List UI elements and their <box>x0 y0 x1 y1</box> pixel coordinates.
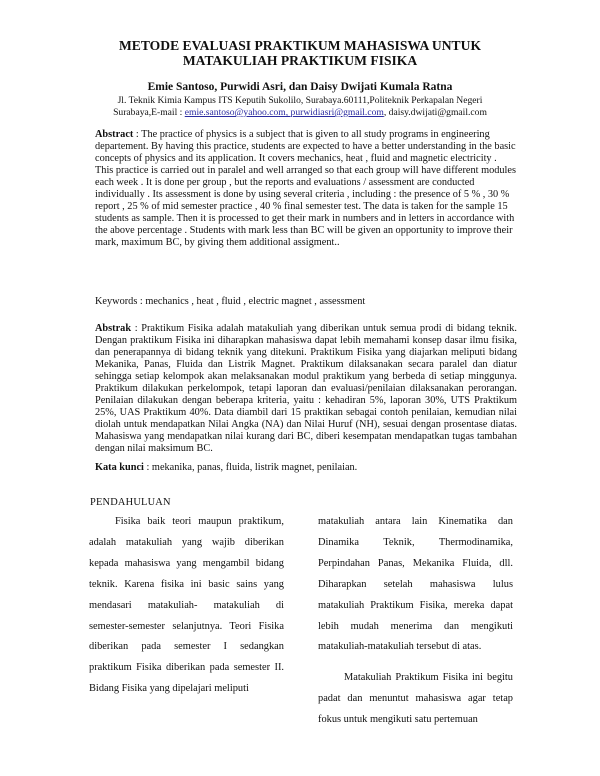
body-column-left <box>89 512 284 700</box>
authors: Emie Santoso, Purwidi Asri, dan Daisy Dwijati Kumala Ratna <box>147 81 453 93</box>
keywords-english: Keywords : mechanics , heat , fluid , electric magnet , assessment <box>95 296 366 307</box>
paragraph-gap <box>318 658 513 668</box>
abstract-english <box>95 129 517 249</box>
email-links[interactable]: emie.santoso@yahoo.com, purwidiasri@gmail.com <box>184 107 384 118</box>
body-column-right <box>318 512 513 731</box>
abstrak-label: Abstrak <box>95 323 132 334</box>
kata-kunci-label: Kata kunci <box>95 462 144 473</box>
section-heading: PENDAHULUAN <box>90 497 171 508</box>
affiliation <box>76 95 524 119</box>
email-last: , daisy.dwijati@gmail.com <box>383 107 487 118</box>
affiliation-line-2 <box>76 107 524 119</box>
title-line-1: METODE EVALUASI PRAKTIKUM MAHASISWA UNTUK <box>118 38 482 53</box>
body-paragraph: Matakuliah Praktikum Fisika ini begitu padat dan menuntut mahasiswa agar tetap fokus untuk mengikuti satu pertemuan <box>318 672 513 726</box>
abstract-text: : The practice of physics is a subject that is given to all study programs in engineering departement. By having this practice, students are expected to have a better understanding in the basic concepts of physics and its application. It covers mechanics, heat , fluid and magnetic electricity . This practice is carried out in paralel and well arranged so that each group will have different modules each week . It is done per group , but the reports and evaluations / assessment are conducted individually . Its assessment is done by using several criteria , including : the presence of 5 % , 30 % report , 25 % of mid semester practice , 40 % final semester test. The data is taken for the sample 15 students as sample. Then it is processed to get their mark in numbers and in letters in accordance with the above percentage . Students with mark less than BC will be given an opportunity to improve their mark, maximum BC, by giving them additional assigment.. <box>95 129 516 248</box>
abstrak-indonesian <box>95 323 517 455</box>
paper-title <box>60 38 540 68</box>
body-paragraph: matakuliah antara lain Kinematika dan Dinamika Teknik, Thermodinamika, Perpindahan Panas, Mekanika Fluida, dll. Diharapkan setelah mahasiswa lulus matakuliah Praktikum Fisika, mereka dapat lebih mudah menerima dan mengikuti matakuliah-matakuliah tersebut di atas. <box>318 516 513 653</box>
title-line-2: MATAKULIAH PRAKTIKUM FISIKA <box>182 53 418 68</box>
abstract-label: Abstract <box>95 129 134 140</box>
affiliation-line-1: Jl. Teknik Kimia Kampus ITS Keputih Sukolilo, Surabaya.60111,Politeknik Perkapalan Negeri <box>117 95 483 106</box>
kata-kunci-text: : mekanika, panas, fluida, listrik magnet, penilaian. <box>143 462 358 473</box>
kata-kunci <box>95 462 517 474</box>
body-paragraph: Fisika baik teori maupun praktikum, adalah matakuliah yang wajib diberikan kepada mahasiswa yang mengambil bidang teknik. Karena fisika ini basic sains yang mendasari matakuliah- matakuliah di semester-semester selanjutnya. Teori Fisika diberikan pada semester I sedangkan praktikum Fisika diberikan pada semester II. Bidang Fisika yang dipelajari meliputi <box>89 516 284 695</box>
email-prefix: Surabaya,E-mail : <box>113 107 185 118</box>
abstrak-text: : Praktikum Fisika adalah matakuliah yang diberikan untuk semua prodi di bidang teknik. Dengan praktikum Fisika ini diharapkan mahasiswa dapat lebih memahami konsep dasar ilmu fisika, dan penerapannya di bidang teknik yang ditekuni. Praktikum Fisika yang diajarkan meliputi bidang Mekanika, Panas, Fluida dan Listrik Magnet. Praktikum dilaksanakan secara paralel dan diatur sehingga setiap kelompok akan melaksanakan modul praktikum yang berbeda di setiap minggunya. Praktikum dilakukan perkelompok, tetapi laporan dan evaluasi/penilaian dilaksanakan perorangan. Penilaian dilakukan dengan beberapa kriteria, yaitu : kehadiran 5%, laporan 30%, UTS Praktikum 25%, UAS Praktikum 40%. Data diambil dari 15 praktikan sebagai contoh penilaian, kemudian nilai diolah untuk mendapatkan Nilai Angka (NA) dan Nilai Huruf (NH), sesuai dengan prosentase diatas. Mahasiswa yang mendapatkan nilai kurang dari BC, diberi kesempatan mendapatkan tugas tambahan dengan nilai maksimum BC. <box>95 323 517 454</box>
